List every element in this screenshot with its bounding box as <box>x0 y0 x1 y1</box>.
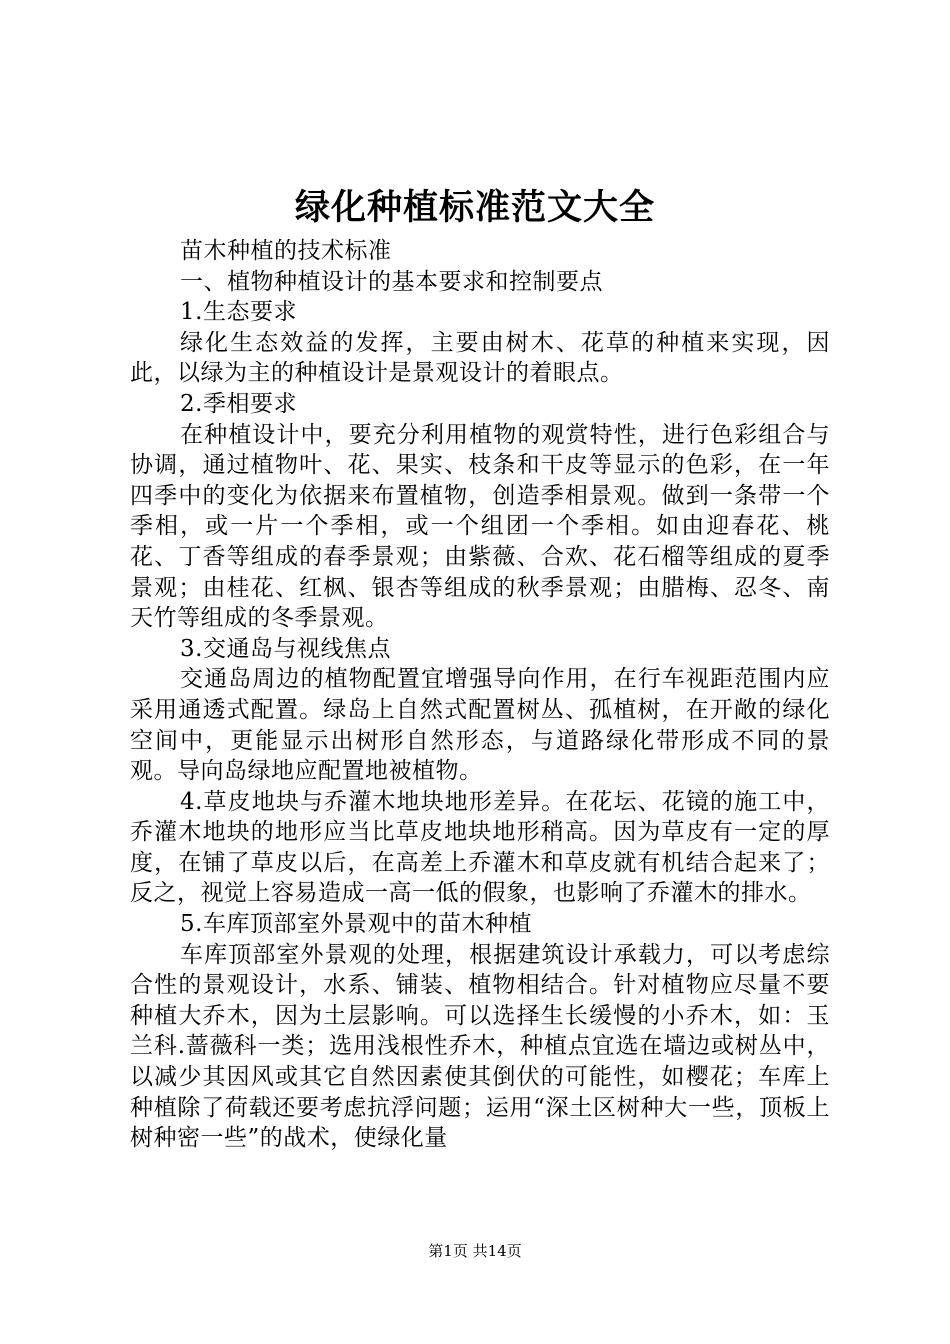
document-body <box>130 236 830 1154</box>
paragraph: 车库顶部室外景观的处理，根据建筑设计承载力，可以考虑综合性的景观设计，水系、铺装、植物相结合。针对植物应尽量不要种植大乔木，因为土层影响。可以选择生长缓慢的小乔木，如：玉兰科.蔷薇科一类；选用浅根性乔木，种植点宜选在墙边或树丛中，以减少其因风或其它自然因素使其倒伏的可能性，如樱花；车库上种植除了荷载还要考虑抗浮问题；运用“深土区树种大一些，顶板上树种密一些”的战术，使绿化量 <box>130 941 830 1152</box>
page-title: 绿化种植标准范文大全 <box>294 188 655 228</box>
paragraph: 绿化生态效益的发挥，主要由树木、花草的种植来实现，因此，以绿为主的种植设计是景观设计的着眼点。 <box>130 329 830 387</box>
paragraph: 苗木种植的技术标准 <box>180 238 392 264</box>
subsection-heading: 5.车库顶部室外景观中的苗木种植 <box>180 911 532 938</box>
paragraph: 4.草皮地块与乔灌木地块地形差异。在花坛、花镜的施工中，乔灌木地块的地形应当比草皮地块地形稍高。因为草皮有一定的厚度，在铺了草皮以后，在高差上乔灌木和草皮就有机结合起来了；反之，视觉上容易造成一高一低的假象，也影响了乔灌木的排水。 <box>130 788 830 907</box>
paragraph: 交通岛周边的植物配置宜增强导向作用，在行车视距范围内应采用通透式配置。绿岛上自然式配置树丛、孤植树，在开敞的绿化空间中，更能显示出树形自然形态，与道路绿化带形成不同的景观。导向岛绿地应配置地被植物。 <box>130 666 830 785</box>
paragraph: 在种植设计中，要充分利用植物的观赏特性，进行色彩组合与协调，通过植物叶、花、果实、枝条和干皮等显示的色彩，在一年四季中的变化为依据来布置植物，创造季相景观。做到一条带一个季相，或一片一个季相，或一个组团一个季相。如由迎春花、桃花、丁香等组成的春季景观；由紫薇、合欢、花石榴等组成的夏季景观；由桂花、红枫、银杏等组成的秋季景观；由腊梅、忍冬、南天竹等组成的冬季景观。 <box>130 421 830 632</box>
page-footer: 第1页 共14页 <box>428 1242 522 1260</box>
subsection-heading: 2.季相要求 <box>180 390 297 417</box>
subsection-heading: 1.生态要求 <box>180 299 297 326</box>
section-heading: 一、植物种植设计的基本要求和控制要点 <box>180 268 603 295</box>
subsection-heading: 3.交通岛与视线焦点 <box>180 635 391 662</box>
